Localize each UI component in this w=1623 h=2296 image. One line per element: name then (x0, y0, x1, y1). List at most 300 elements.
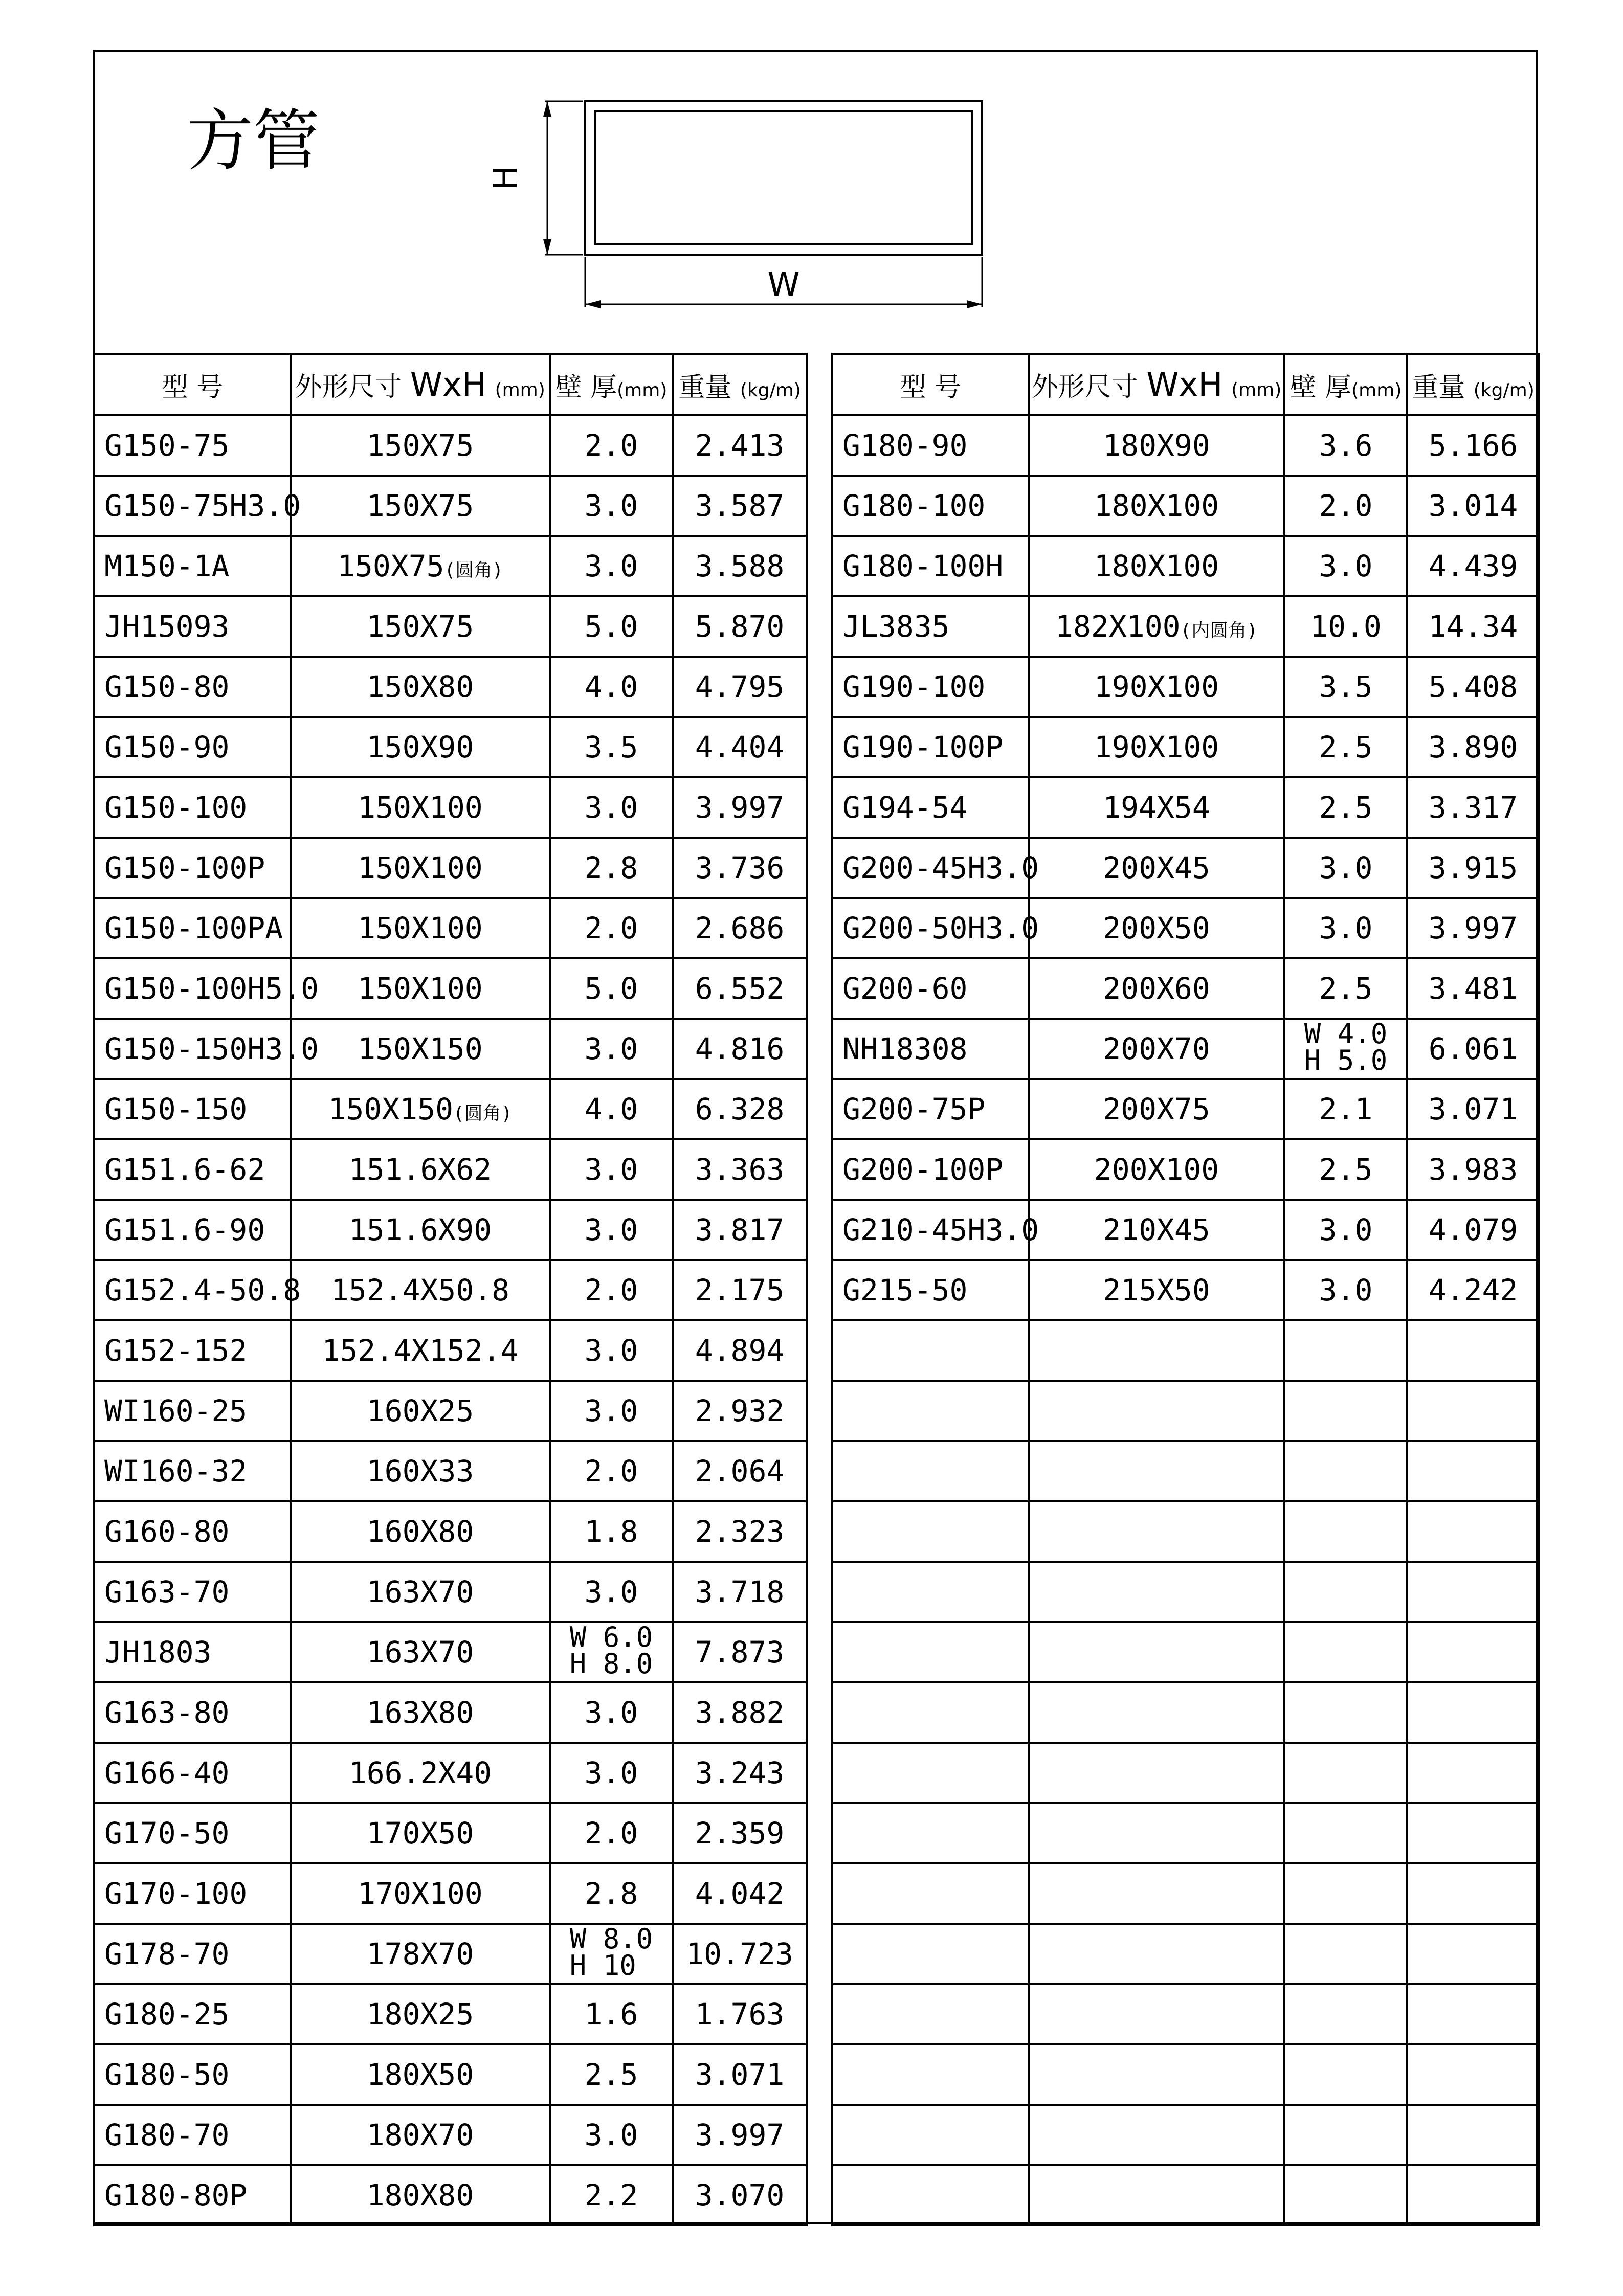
cell-size (291, 838, 550, 898)
table-header-row (832, 354, 1539, 415)
table-row (832, 1682, 1539, 1743)
size-value: 166.2X40 (348, 1755, 492, 1790)
cell-model: M150-1A (94, 536, 291, 596)
cell-weight: 6.328 (673, 1079, 807, 1139)
cell-size (291, 1200, 550, 1260)
cell-model: G150-150H3.0 (94, 1019, 291, 1079)
cell-model (832, 2044, 1029, 2105)
cell-size (291, 536, 550, 596)
thickness-h: H 8.0 (569, 1647, 653, 1680)
table-row (832, 596, 1539, 657)
cell-thickness: 3.0 (550, 1381, 673, 1441)
cell-thickness (1284, 1320, 1407, 1381)
cell-model: G215-50 (832, 1260, 1029, 1320)
cell-weight: 3.588 (673, 536, 807, 596)
cell-weight: 6.552 (673, 958, 807, 1019)
left-spec-table (93, 353, 808, 2226)
cell-thickness (1284, 1682, 1407, 1743)
size-value: 170X100 (358, 1876, 483, 1911)
cell-size (1029, 657, 1284, 717)
size-value: 150X75 (337, 549, 444, 583)
table-row (832, 2044, 1539, 2105)
cell-model: G160-80 (94, 1501, 291, 1562)
cell-size (291, 657, 550, 717)
cell-weight: 2.323 (673, 1501, 807, 1562)
table-row (94, 1622, 807, 1682)
cell-size (1029, 2165, 1284, 2225)
size-value: 152.4X152.4 (322, 1333, 519, 1368)
cell-weight: 2.359 (673, 1803, 807, 1863)
cell-thickness: 3.0 (550, 1320, 673, 1381)
size-value: 163X70 (366, 1635, 474, 1670)
table-row (832, 958, 1539, 1019)
cell-thickness: 3.0 (1284, 1260, 1407, 1320)
cell-model: G200-45H3.0 (832, 838, 1029, 898)
cell-model: G150-150 (94, 1079, 291, 1139)
cell-model: G180-80P (94, 2165, 291, 2225)
tube-outer-outline (585, 101, 982, 255)
cell-thickness (1284, 1803, 1407, 1863)
cell-size (1029, 1381, 1284, 1441)
cell-size (291, 1381, 550, 1441)
size-value: 180X90 (1103, 428, 1210, 463)
size-value: 200X60 (1103, 971, 1210, 1006)
cell-size (1029, 1682, 1284, 1743)
cell-model (832, 2105, 1029, 2165)
table-row (94, 1381, 807, 1441)
cell-size (1029, 1320, 1284, 1381)
size-note: (圆角) (453, 1103, 513, 1124)
cell-weight: 3.071 (673, 2044, 807, 2105)
table-row (94, 1984, 807, 2044)
size-value: 163X70 (366, 1574, 474, 1609)
size-note: (内圆角) (1180, 620, 1258, 641)
cell-model: JH15093 (94, 596, 291, 657)
cell-weight: 1.763 (673, 1984, 807, 2044)
cell-weight: 3.587 (673, 476, 807, 536)
table-row (94, 657, 807, 717)
cell-thickness: 2.2 (550, 2165, 673, 2225)
table-row (832, 1622, 1539, 1682)
cell-model: G200-50H3.0 (832, 898, 1029, 958)
cell-weight (1407, 2044, 1539, 2105)
table-row (94, 2105, 807, 2165)
cell-thickness (1284, 2105, 1407, 2165)
cell-size (1029, 536, 1284, 596)
cell-thickness: 2.0 (1284, 476, 1407, 536)
cell-size (1029, 1019, 1284, 1079)
cell-thickness (1284, 1562, 1407, 1622)
cell-thickness: 3.6 (1284, 415, 1407, 476)
cell-weight: 5.870 (673, 596, 807, 657)
table-row (94, 1079, 807, 1139)
size-value: 182X100 (1055, 609, 1181, 644)
cell-thickness: 3.0 (1284, 838, 1407, 898)
cell-weight (1407, 2165, 1539, 2225)
header-size: 外形尺寸 WxH (mm) (291, 354, 550, 415)
cell-weight (1407, 1743, 1539, 1803)
cell-thickness: 3.0 (550, 1682, 673, 1743)
cell-model: G170-100 (94, 1863, 291, 1924)
cell-thickness (1284, 1984, 1407, 2044)
cell-model (832, 1863, 1029, 1924)
cell-size (291, 1863, 550, 1924)
cell-size (1029, 1984, 1284, 2044)
cell-thickness: 3.0 (550, 1019, 673, 1079)
table-row (94, 1743, 807, 1803)
cell-size (291, 1079, 550, 1139)
cell-size (1029, 717, 1284, 777)
page-title: 方管 (187, 102, 320, 179)
cell-model (832, 1743, 1029, 1803)
table-row (94, 415, 807, 476)
cell-weight: 3.997 (673, 777, 807, 838)
cell-thickness: 2.0 (550, 1260, 673, 1320)
cell-weight: 5.166 (1407, 415, 1539, 476)
cell-weight: 5.408 (1407, 657, 1539, 717)
cell-weight (1407, 1501, 1539, 1562)
size-value: 200X100 (1094, 1152, 1219, 1187)
cell-weight (1407, 1381, 1539, 1441)
table-row (832, 536, 1539, 596)
size-value: 160X80 (366, 1514, 474, 1549)
cell-weight: 3.890 (1407, 717, 1539, 777)
size-value: 178X70 (366, 1937, 474, 1971)
cell-weight (1407, 1984, 1539, 2044)
size-value: 160X33 (366, 1454, 474, 1489)
size-value: 180X100 (1094, 549, 1219, 583)
cell-size (291, 777, 550, 838)
cell-size (291, 1924, 550, 1984)
table-row (94, 777, 807, 838)
cell-size (1029, 2044, 1284, 2105)
cell-thickness: 2.0 (550, 1441, 673, 1501)
table-gap (806, 353, 831, 2224)
cell-thickness: 3.0 (550, 1139, 673, 1200)
cell-model: G180-90 (832, 415, 1029, 476)
cell-thickness: 2.5 (1284, 717, 1407, 777)
cell-model: G150-80 (94, 657, 291, 717)
cell-model: G180-70 (94, 2105, 291, 2165)
table-row (94, 1139, 807, 1200)
table-row (94, 1803, 807, 1863)
table-row (832, 1984, 1539, 2044)
cell-model: WI160-32 (94, 1441, 291, 1501)
cell-weight: 3.243 (673, 1743, 807, 1803)
size-value: 150X90 (366, 730, 474, 764)
cell-model: G200-75P (832, 1079, 1029, 1139)
size-value: 180X25 (366, 1997, 474, 2032)
cell-size (1029, 1139, 1284, 1200)
cell-model: G200-60 (832, 958, 1029, 1019)
table-row (94, 1562, 807, 1622)
cell-weight: 3.070 (673, 2165, 807, 2225)
cell-model: JH1803 (94, 1622, 291, 1682)
table-header-row (94, 354, 807, 415)
cell-thickness (1284, 1019, 1407, 1079)
table-row (94, 1682, 807, 1743)
cell-weight: 3.718 (673, 1562, 807, 1622)
cell-weight: 4.242 (1407, 1260, 1539, 1320)
cell-size (1029, 2105, 1284, 2165)
cell-weight: 4.894 (673, 1320, 807, 1381)
cell-size (1029, 1743, 1284, 1803)
cell-weight (1407, 1803, 1539, 1863)
cell-model: G150-90 (94, 717, 291, 777)
cell-weight: 2.064 (673, 1441, 807, 1501)
table-row (832, 1320, 1539, 1381)
size-value: 150X75 (366, 609, 474, 644)
cell-thickness: 2.1 (1284, 1079, 1407, 1139)
cell-weight: 2.175 (673, 1260, 807, 1320)
cell-weight (1407, 1320, 1539, 1381)
table-row (94, 536, 807, 596)
size-value: 190X100 (1094, 730, 1219, 764)
table-row (832, 415, 1539, 476)
cell-size (291, 1501, 550, 1562)
table-row (94, 1200, 807, 1260)
table-row (94, 2165, 807, 2225)
table-row (94, 1863, 807, 1924)
cell-model (832, 1320, 1029, 1381)
cell-model: NH18308 (832, 1019, 1029, 1079)
size-value: 150X100 (358, 790, 483, 825)
size-value: 180X100 (1094, 488, 1219, 523)
size-value: 200X75 (1103, 1092, 1210, 1127)
size-value: 160X25 (366, 1393, 474, 1428)
table-row (94, 1260, 807, 1320)
table-row (94, 1441, 807, 1501)
size-value: 180X70 (366, 2118, 474, 2152)
cell-model: G190-100 (832, 657, 1029, 717)
cell-thickness: 2.8 (550, 838, 673, 898)
tube-inner-outline (595, 111, 972, 244)
cell-model: G180-100H (832, 536, 1029, 596)
cell-size (291, 717, 550, 777)
square-tube-diagram (486, 92, 997, 317)
thickness-w: W 6.0 (569, 1621, 653, 1654)
cell-model (832, 2165, 1029, 2225)
cell-size (1029, 1441, 1284, 1501)
cell-model: G200-100P (832, 1139, 1029, 1200)
size-value: 150X75 (366, 488, 474, 523)
size-value: 200X50 (1103, 911, 1210, 946)
table-row (832, 898, 1539, 958)
cell-thickness: 3.0 (550, 2105, 673, 2165)
size-value: 194X54 (1103, 790, 1210, 825)
table-row (94, 476, 807, 536)
table-row (832, 838, 1539, 898)
cell-weight: 3.736 (673, 838, 807, 898)
cell-weight: 3.317 (1407, 777, 1539, 838)
cell-thickness: 4.0 (550, 1079, 673, 1139)
cell-size (1029, 838, 1284, 898)
cell-weight: 3.071 (1407, 1079, 1539, 1139)
table-row (832, 1079, 1539, 1139)
cell-model (832, 1441, 1029, 1501)
cell-weight (1407, 1682, 1539, 1743)
cell-weight: 4.816 (673, 1019, 807, 1079)
cell-model: G163-80 (94, 1682, 291, 1743)
cell-model: G152.4-50.8 (94, 1260, 291, 1320)
cell-weight: 6.061 (1407, 1019, 1539, 1079)
cell-weight: 7.873 (673, 1622, 807, 1682)
cell-thickness: 2.0 (550, 1803, 673, 1863)
cell-model: G150-100PA (94, 898, 291, 958)
thickness-h: H 10 (569, 1949, 636, 1982)
cell-thickness (1284, 1924, 1407, 1984)
cell-size (1029, 958, 1284, 1019)
size-value: 150X80 (366, 669, 474, 704)
cell-size (1029, 898, 1284, 958)
cell-thickness (1284, 2165, 1407, 2225)
table-row (832, 717, 1539, 777)
header-weight: 重量 (kg/m) (673, 354, 807, 415)
table-row (832, 1139, 1539, 1200)
cell-size (1029, 476, 1284, 536)
cell-thickness: 1.8 (550, 1501, 673, 1562)
cell-weight: 3.997 (673, 2105, 807, 2165)
size-value: 150X100 (358, 971, 483, 1006)
cell-model (832, 1622, 1029, 1682)
cell-model: JL3835 (832, 596, 1029, 657)
size-value: 200X70 (1103, 1031, 1210, 1066)
cell-thickness: 2.5 (1284, 777, 1407, 838)
cell-thickness (1284, 2044, 1407, 2105)
table-row (832, 1501, 1539, 1562)
cell-weight (1407, 1562, 1539, 1622)
cell-size (291, 958, 550, 1019)
cell-size (291, 1441, 550, 1501)
cell-weight: 3.481 (1407, 958, 1539, 1019)
table-row (94, 596, 807, 657)
table-row (94, 1019, 807, 1079)
cell-model (832, 1984, 1029, 2044)
cell-weight (1407, 2105, 1539, 2165)
cell-size (291, 1562, 550, 1622)
table-row (94, 2044, 807, 2105)
cell-model: G163-70 (94, 1562, 291, 1622)
cell-thickness: 3.0 (550, 1200, 673, 1260)
cell-weight (1407, 1441, 1539, 1501)
cell-model: G166-40 (94, 1743, 291, 1803)
cell-thickness: 5.0 (550, 958, 673, 1019)
cell-thickness: 4.0 (550, 657, 673, 717)
cell-model: G180-100 (832, 476, 1029, 536)
cell-weight: 3.915 (1407, 838, 1539, 898)
cell-thickness: 10.0 (1284, 596, 1407, 657)
cell-model: G180-50 (94, 2044, 291, 2105)
table-row (832, 1441, 1539, 1501)
cell-thickness: 2.0 (550, 415, 673, 476)
header-thickness: 壁 厚(mm) (550, 354, 673, 415)
cell-weight: 3.983 (1407, 1139, 1539, 1200)
cell-size (1029, 1622, 1284, 1682)
cell-thickness: 2.8 (550, 1863, 673, 1924)
table-row (832, 1562, 1539, 1622)
cell-size (291, 2165, 550, 2225)
cell-model (832, 1682, 1029, 1743)
cell-thickness (1284, 1863, 1407, 1924)
cell-thickness: 2.5 (1284, 958, 1407, 1019)
cell-weight: 3.817 (673, 1200, 807, 1260)
cell-size (291, 2044, 550, 2105)
thickness-w: W 4.0 (1304, 1018, 1388, 1050)
table-row (94, 1924, 807, 1984)
table-row (832, 1019, 1539, 1079)
cell-model (832, 1562, 1029, 1622)
cell-thickness: 3.0 (550, 777, 673, 838)
size-value: 150X100 (358, 850, 483, 885)
cell-thickness: 3.0 (1284, 898, 1407, 958)
size-value: 151.6X90 (348, 1212, 492, 1247)
cell-size (291, 1320, 550, 1381)
table-row (832, 1863, 1539, 1924)
table-row (832, 1743, 1539, 1803)
cell-weight: 4.439 (1407, 536, 1539, 596)
cell-thickness: 3.0 (550, 1562, 673, 1622)
cell-weight: 3.363 (673, 1139, 807, 1200)
cell-model (832, 1803, 1029, 1863)
cell-model (832, 1501, 1029, 1562)
size-value: 170X50 (366, 1816, 474, 1851)
cell-size (291, 1019, 550, 1079)
cell-weight: 4.404 (673, 717, 807, 777)
cell-model: G150-75H3.0 (94, 476, 291, 536)
size-value: 180X50 (366, 2057, 474, 2092)
cell-thickness (1284, 1501, 1407, 1562)
table-row (832, 657, 1539, 717)
cell-thickness (1284, 1441, 1407, 1501)
table-row (94, 958, 807, 1019)
cell-size (291, 2105, 550, 2165)
cell-size (291, 1743, 550, 1803)
cell-size (1029, 415, 1284, 476)
cell-thickness (550, 1924, 673, 1984)
size-value: 215X50 (1103, 1273, 1210, 1308)
cell-thickness (1284, 1743, 1407, 1803)
cell-thickness: 3.0 (550, 536, 673, 596)
cell-size (1029, 1924, 1284, 1984)
table-row (94, 1501, 807, 1562)
cell-size (291, 1260, 550, 1320)
cell-model: G194-54 (832, 777, 1029, 838)
cell-size (291, 1803, 550, 1863)
cell-size (1029, 596, 1284, 657)
size-value: 150X150 (358, 1031, 483, 1066)
cell-model: G150-75 (94, 415, 291, 476)
cell-thickness: 3.0 (550, 476, 673, 536)
cell-size (291, 415, 550, 476)
cell-weight: 14.34 (1407, 596, 1539, 657)
cell-thickness: 2.5 (550, 2044, 673, 2105)
cell-weight: 2.413 (673, 415, 807, 476)
cell-thickness: 3.5 (550, 717, 673, 777)
header-weight: 重量 (kg/m) (1407, 354, 1539, 415)
cell-weight (1407, 1924, 1539, 1984)
size-value: 163X80 (366, 1695, 474, 1730)
table-row (832, 1381, 1539, 1441)
header-size: 外形尺寸 WxH (mm) (1029, 354, 1284, 415)
cell-size (1029, 1562, 1284, 1622)
cell-weight: 4.042 (673, 1863, 807, 1924)
table-row (94, 898, 807, 958)
cell-thickness (1284, 1622, 1407, 1682)
cell-weight: 4.079 (1407, 1200, 1539, 1260)
header-thickness: 壁 厚(mm) (1284, 354, 1407, 415)
right-spec-table (831, 353, 1540, 2226)
size-value: 150X100 (358, 911, 483, 946)
